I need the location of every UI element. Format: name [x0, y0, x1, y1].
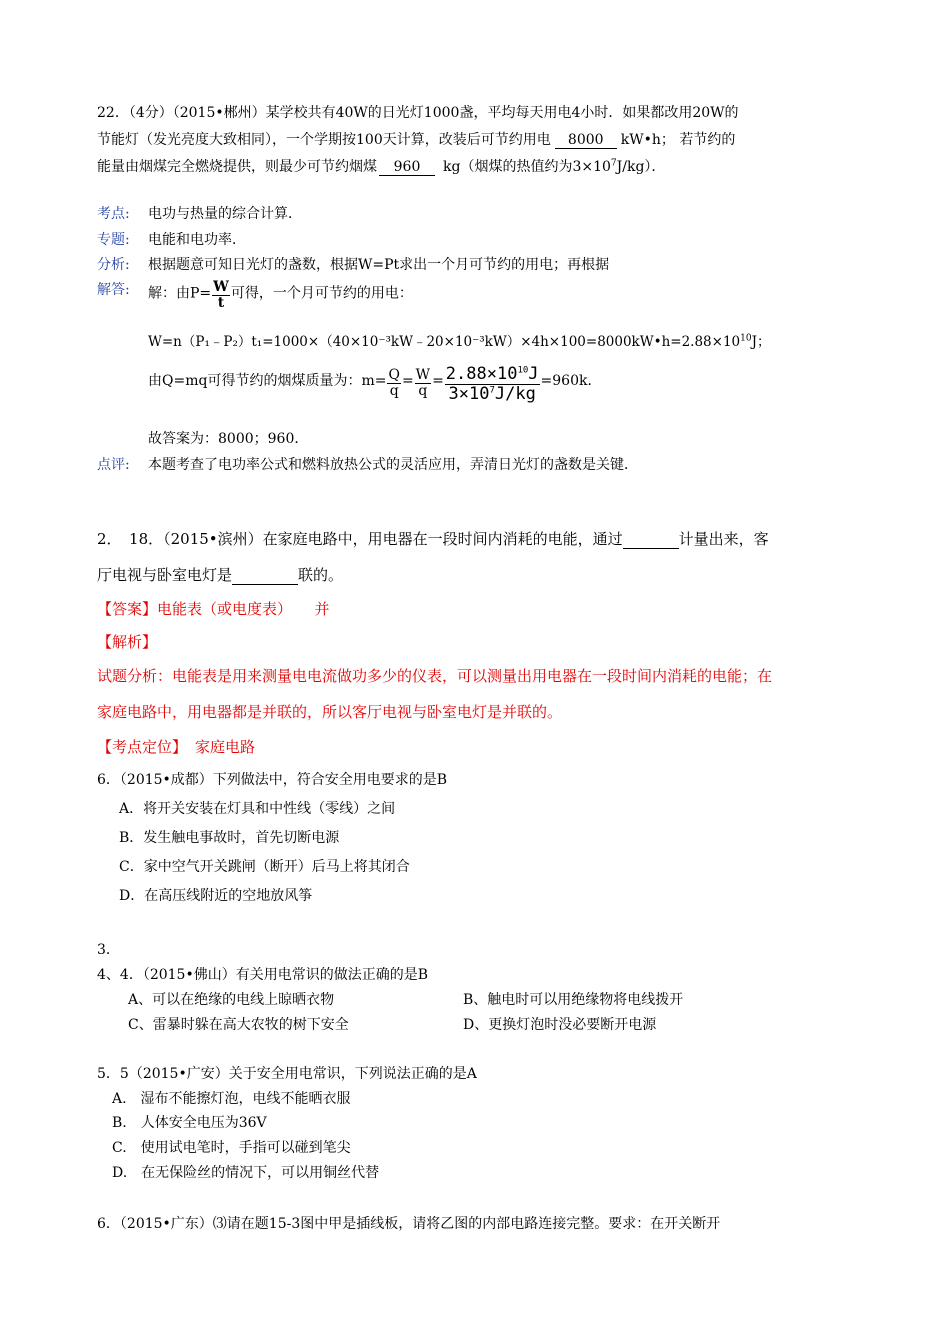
solution-line2	[148, 330, 771, 350]
q22-line1: 22．（4分）（2015•郴州）某学校共有40W的日光灯1000盏，平均每天用电4小时．如果都改用20W的	[97, 105, 739, 121]
dianping-text: 本题考查了电功率公式和燃料放热公式的灵活应用，弄清日光灯的盏数是关键．	[148, 457, 638, 473]
q2-answer-label: 【答案】	[97, 600, 158, 618]
q6-option-d: D．在高压线附近的空地放风筝	[119, 888, 313, 904]
fraction-w-over-q	[415, 368, 431, 399]
q22-line2-pre: 节能灯（发光亮度大致相同），一个学期按100天计算，改装后可节约用电	[97, 132, 551, 148]
q2-line1-pre: 2． 18．（2015•滨州）在家庭电路中，用电器在一段时间内消耗的电能，通过	[97, 530, 623, 548]
q3-stem: 3．	[97, 942, 120, 958]
frac2-num: W	[415, 367, 431, 384]
solution-line1	[148, 280, 413, 311]
q5-option-b: B. 人体安全电压为36V	[112, 1115, 267, 1131]
frac3-den-base: 3×10	[448, 383, 490, 404]
frac1-num: Q	[388, 367, 400, 384]
sol1-post: 可得，一个月可节约的用电：	[230, 285, 413, 302]
sol2-exp: 10	[740, 333, 752, 344]
q22-line3-post2: J/kg）．	[616, 159, 666, 175]
q2-answer-text: 电能表（或电度表） 并	[157, 600, 330, 618]
q6-option-c: C．家中空气开关跳闸（断开）后马上将其闭合	[119, 859, 410, 875]
solution-line3	[148, 366, 601, 404]
fraction-q-over-q	[387, 368, 400, 399]
fraction-w-over-t	[212, 280, 230, 311]
q2-line2-post: 联的。	[298, 566, 344, 584]
q4-stem: 4、4．（2015•佛山）有关用电常识的做法正确的是B	[97, 967, 428, 983]
q22-line2	[97, 129, 735, 149]
q2-analysis-line1: 试题分析：电能表是用来测量电电流做功多少的仪表，可以测量出用电器在一段时间内消耗的电能；在	[97, 667, 773, 685]
q6-option-b: B．发生触电事故时，首先切断电源	[119, 830, 340, 846]
frac3-den-unit: J/kg	[494, 383, 536, 404]
q6-option-a: A．将开关安装在灯具和中性线（零线）之间	[119, 801, 396, 817]
q22-blank1: 8000	[555, 132, 617, 149]
sol3-post: =960k．	[540, 372, 602, 389]
q2-kaodian	[97, 736, 255, 757]
frac3-num	[445, 366, 540, 385]
sol2-tail: J；	[751, 334, 771, 350]
frac-num-w: W	[213, 279, 229, 295]
q6-stem: 6．（2015•成都）下列做法中，符合安全用电要求的是B	[97, 772, 448, 788]
eq-sign-1: =	[401, 372, 414, 389]
q2-answer	[97, 598, 330, 619]
q2-jiexi-label: 【解析】	[97, 633, 158, 651]
q4-option-a: A、可以在绝缘的电线上晾晒衣物	[128, 992, 335, 1008]
fenxi-text: 根据题意可知日光灯的盏数，根据W=Pt求出一个月可节约的用电；再根据	[148, 257, 610, 273]
zhuanti-text: 电能和电功率．	[148, 232, 246, 248]
kaodian-text: 电功与热量的综合计算．	[148, 206, 302, 222]
q6b-stem: 6．（2015•广东）⑶请在题15-3图中甲是插线板，请将乙图的内部电路连接完整。要求：在开关断开	[97, 1216, 721, 1232]
frac3-den	[445, 385, 540, 404]
frac2-den: q	[418, 382, 428, 399]
q2-line1-post: 计量出来，客	[678, 530, 769, 548]
eq-sign-2: =	[432, 372, 444, 389]
q4-option-d: D、更换灯泡时没必要断开电源	[463, 1017, 657, 1033]
frac1-den: q	[389, 382, 399, 399]
q22-blank2: 960	[379, 159, 435, 176]
kaodian-label: 考点:	[97, 206, 130, 222]
sol1-pre: 解：由P=	[148, 285, 212, 302]
frac3-num-unit: J	[528, 364, 539, 384]
q22-line3-pre: 能量由烟煤完全燃烧提供，则最少可节约烟煤	[97, 159, 377, 175]
q5-option-d: D. 在无保险丝的情况下，可以用铜丝代替	[112, 1165, 380, 1181]
frac-den-t: t	[217, 294, 225, 311]
q4-option-b: B、触电时可以用绝缘物将电线拨开	[463, 992, 684, 1008]
dianping-label: 点评:	[97, 457, 130, 473]
q2-blank1	[623, 531, 679, 549]
sol3-pre: 由Q=mq可得节约的烟煤质量为：m=	[148, 372, 387, 389]
q2-line2	[97, 564, 343, 585]
q5-stem: 5．5（2015•广安）关于安全用电常识，下列说法正确的是A	[97, 1066, 477, 1082]
q22-line3	[97, 156, 665, 176]
fenxi-label: 分析:	[97, 257, 130, 273]
q5-option-c: C. 使用试电笔时，手指可以碰到笔尖	[112, 1140, 351, 1156]
q2-blank2	[232, 567, 298, 585]
q2-kaodian-label: 【考点定位】	[97, 738, 188, 756]
fraction-energy-over-heat	[445, 366, 540, 404]
q22-line2-post: kW•h； 若节约的	[620, 132, 736, 148]
zhuanti-label: 专题:	[97, 232, 130, 248]
q2-kaodian-text: 家庭电路	[195, 738, 256, 756]
jieda-label: 解答:	[97, 282, 130, 298]
frac3-den-exp: 7	[489, 385, 495, 396]
q2-analysis-line2: 家庭电路中，用电器都是并联的，所以客厅电视与卧室电灯是并联的。	[97, 703, 563, 721]
q22-line3-post1: kg（烟煤的热值约为3×10	[443, 159, 611, 175]
q22-line3-exp: 7	[610, 158, 617, 169]
answer-line: 故答案为：8000；960．	[148, 431, 309, 447]
sol2-main: W=n（P₁﹣P₂）t₁=1000×（40×10⁻³kW﹣20×10⁻³kW）×4h×100=8000kW•h=2.88×10	[148, 334, 741, 350]
q2-line2-pre: 厅电视与卧室电灯是	[97, 566, 233, 584]
q4-option-c: C、雷暴时躲在高大农牧的树下安全	[128, 1017, 349, 1033]
frac3-num-base: 2.88×10	[445, 364, 518, 384]
frac3-num-exp: 10	[517, 365, 529, 376]
q5-option-a: A. 湿布不能擦灯泡，电线不能晒衣服	[112, 1091, 351, 1107]
q2-line1	[97, 528, 769, 549]
